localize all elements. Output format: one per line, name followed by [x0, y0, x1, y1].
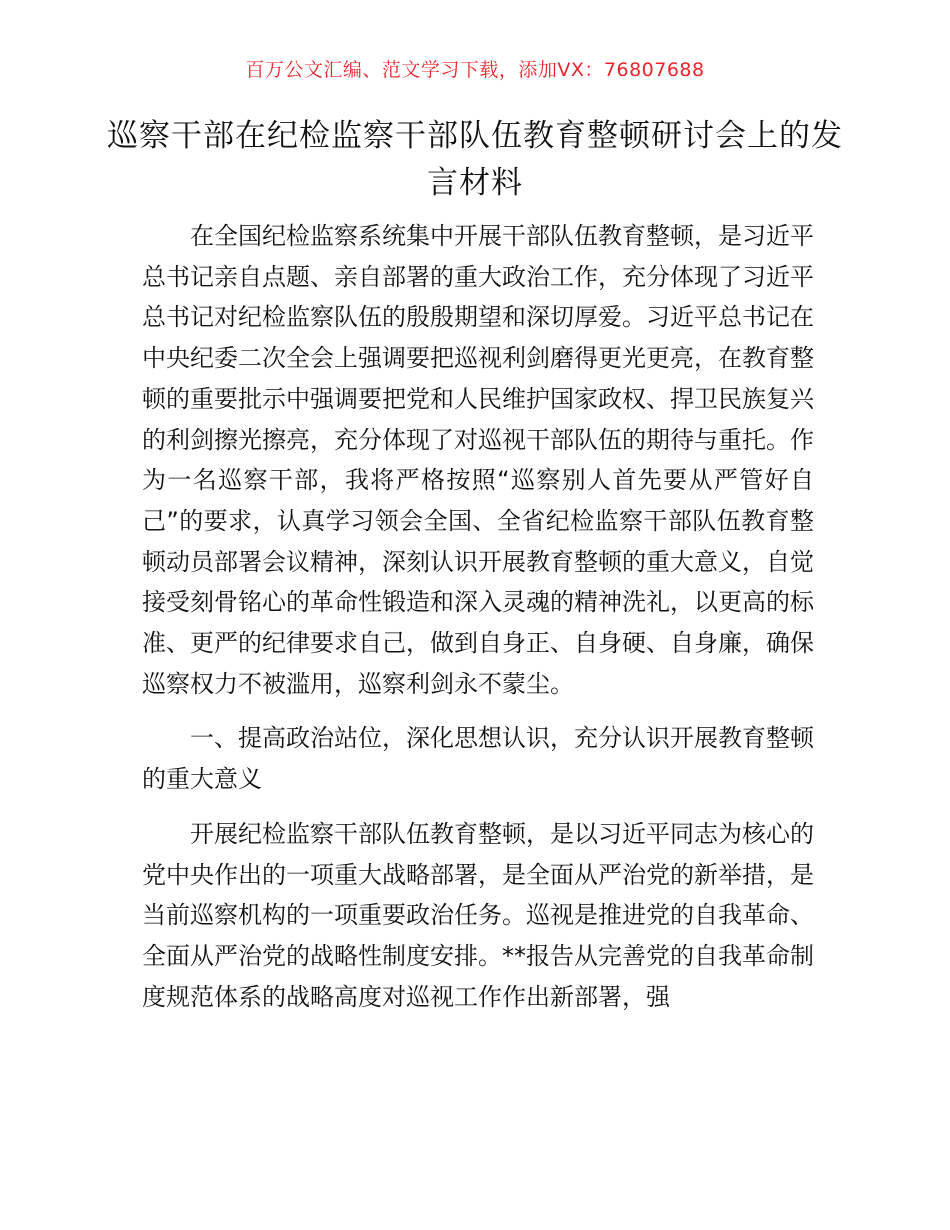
document-body	[142, 216, 814, 1031]
section-heading-1: 一、提高政治站位，深化思想认识，充分认识开展教育整顿的重大意义	[142, 724, 814, 794]
paragraph-intro: 在全国纪检监察系统集中开展干部队伍教育整顿，是习近平总书记亲自点题、亲自部署的重大政治工作，充分体现了习近平总书记对纪检监察队伍的殷殷期望和深切厚爱。习近平总书记在中央纪委二次全会上强调要把巡视利剑磨得更光更亮，在教育整顿的重要批示中强调要把党和人民维护国家政权、捍卫民族复兴的利剑擦光擦亮，充分体现了对巡视干部队伍的期待与重托。作为一名巡察干部，我将严格按照“巡察别人首先要从严管好自己”的要求，认真学习领会全国、全省纪检监察干部队伍教育整顿动员部署会议精神，深刻认识开展教育整顿的重大意义，自觉接受刻骨铭心的革命性锻造和深入灵魂的精神洗礼，以更高的标准、更严的纪律要求自己，做到自身正、自身硬、自身廉，确保巡察权力不被滥用，巡察利剑永不蒙尘。	[142, 222, 814, 698]
document-title: 巡察干部在纪检监察干部队伍教育整顿研讨会上的发言材料	[107, 118, 843, 201]
header-ad-text: 百万公文汇编、范文学习下载，添加VX：76807688	[245, 59, 705, 81]
paragraph-section-1: 开展纪检监察干部队伍教育整顿，是以习近平同志为核心的党中央作出的一项重大战略部署，是全面从严治党的新举措，是当前巡察机构的一项重要政治任务。巡视是推进党的自我革命、全面从严治党的战略性制度安排。**报告从完善党的自我革命制度规范体系的战略高度对巡视工作作出新部署，强	[142, 819, 814, 1011]
